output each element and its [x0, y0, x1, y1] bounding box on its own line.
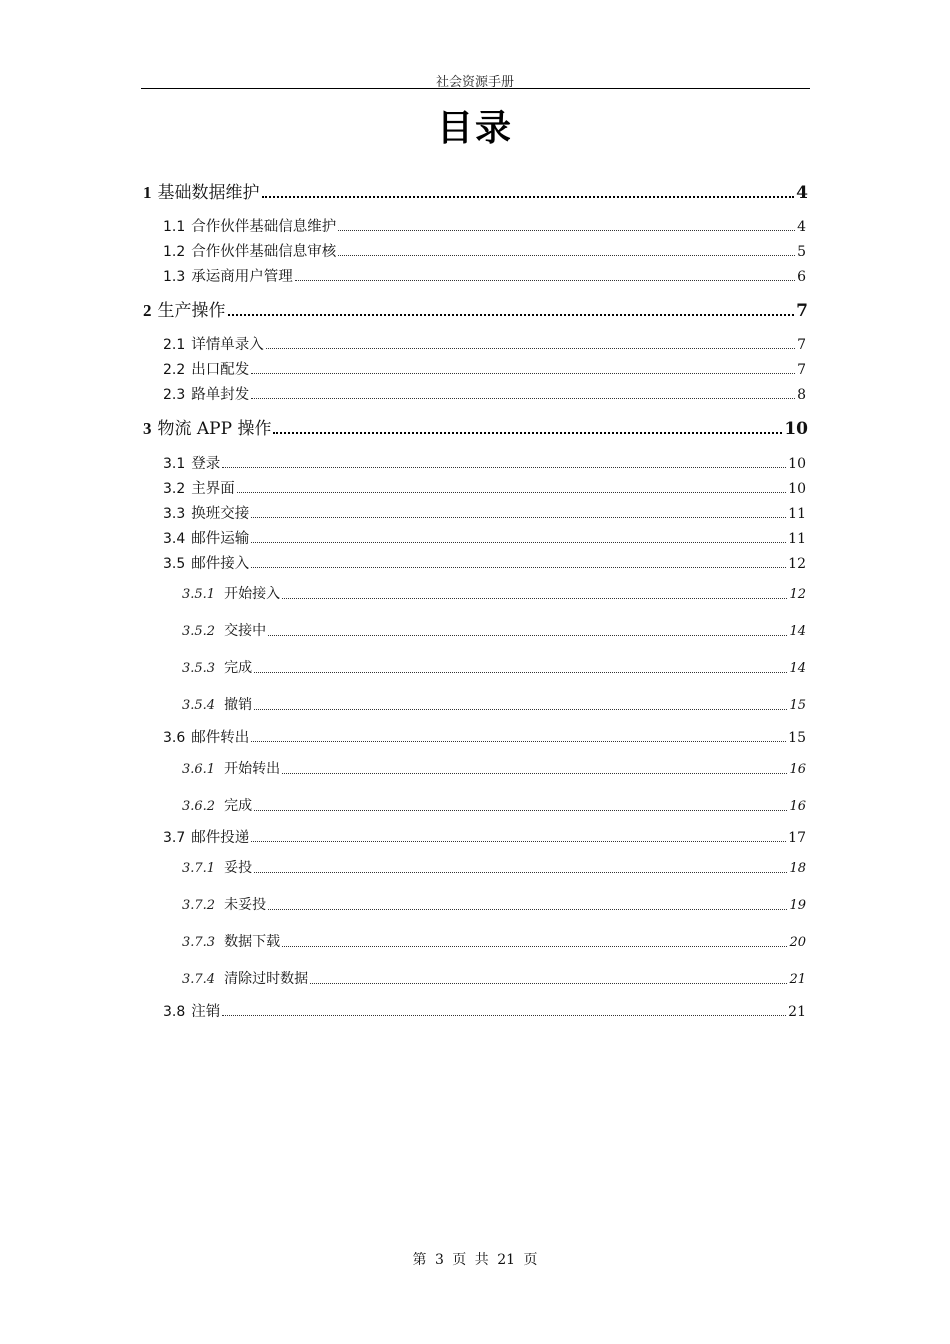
toc-entry-number: 3.3 [163, 506, 186, 522]
toc-dot-leader [282, 946, 787, 947]
toc-entry[interactable] [182, 758, 806, 778]
toc-entry-number: 3.5.1 [182, 587, 216, 602]
toc-entry-number: 3.7.2 [182, 898, 216, 913]
toc-entry-label: 合作伙伴基础信息审核 [191, 244, 337, 260]
toc-entry-page: 7 [796, 301, 808, 321]
toc-entry[interactable] [163, 383, 806, 404]
toc-entry-page: 20 [789, 935, 806, 950]
toc-entry-page: 19 [789, 898, 806, 913]
toc-entry-number: 3.6 [163, 730, 186, 746]
toc-entry-label: 撤销 [224, 697, 253, 713]
toc-entry[interactable] [143, 296, 808, 321]
toc-entry[interactable] [163, 333, 806, 354]
toc-entry-number: 2.1 [163, 337, 186, 353]
toc-entry[interactable] [163, 527, 806, 548]
toc-dot-leader [268, 635, 787, 636]
toc-entry-label: 未妥投 [224, 897, 267, 913]
toc-entry-label: 主界面 [191, 481, 235, 497]
toc-entry[interactable] [163, 215, 806, 236]
toc-entry-number: 2.2 [163, 362, 186, 378]
toc-entry-label: 数据下载 [224, 934, 281, 950]
toc-dot-leader [254, 672, 787, 673]
toc-entry-number: 1.3 [163, 269, 186, 285]
toc-entry-page: 15 [789, 698, 806, 713]
toc-entry[interactable] [163, 1000, 806, 1021]
toc-dot-leader [254, 709, 787, 710]
toc-entry-page: 7 [797, 337, 806, 353]
toc-entry[interactable] [163, 452, 806, 473]
toc-entry[interactable] [163, 826, 806, 847]
toc-entry[interactable] [163, 552, 806, 573]
toc-dot-leader [266, 348, 795, 349]
toc-entry-page: 11 [788, 506, 806, 522]
toc-entry-number: 3.2 [163, 481, 186, 497]
toc-dot-leader [251, 373, 795, 374]
toc-dot-leader [251, 841, 786, 842]
toc-entry-label: 物流 APP 操作 [157, 419, 272, 439]
toc-entry-number: 3.6.2 [182, 799, 216, 814]
toc-entry-number: 3.1 [163, 456, 186, 472]
toc-entry-label: 邮件运输 [191, 531, 250, 547]
toc-entry-number: 3 [143, 419, 152, 438]
toc-dot-leader [295, 280, 795, 281]
toc-entry[interactable] [163, 502, 806, 523]
toc-entry-number: 3.5.3 [182, 661, 216, 676]
toc-entry-label: 承运商用户管理 [191, 269, 293, 285]
toc-entry-number: 3.5 [163, 556, 186, 572]
toc-entry[interactable] [163, 358, 806, 379]
toc-entry-page: 7 [797, 362, 806, 378]
toc-dot-leader [338, 230, 795, 231]
toc-entry-page: 18 [789, 861, 806, 876]
toc-dot-leader [273, 432, 782, 434]
toc-entry-label: 交接中 [224, 623, 267, 639]
toc-title: 目录 [436, 108, 513, 149]
toc-entry-page: 16 [789, 762, 806, 777]
toc-entry-label: 完成 [224, 660, 253, 676]
toc-entry[interactable] [163, 265, 806, 286]
toc-entry-label: 开始转出 [224, 761, 281, 777]
toc-entry[interactable] [182, 894, 806, 914]
toc-entry-number: 3.6.1 [182, 762, 216, 777]
toc-entry-page: 8 [797, 387, 806, 403]
toc-entry[interactable] [143, 414, 808, 439]
toc-entry-page: 10 [788, 456, 806, 472]
toc-entry-label: 邮件投递 [191, 830, 250, 846]
toc-entry-page: 17 [788, 830, 806, 846]
toc-entry-label: 完成 [224, 798, 253, 814]
toc-entry-label: 邮件转出 [191, 730, 250, 746]
toc-dot-leader [228, 314, 795, 316]
toc-entry-label: 详情单录入 [191, 337, 264, 353]
toc-entry-page: 14 [789, 624, 806, 639]
toc-dot-leader [282, 598, 787, 599]
toc-dot-leader [338, 255, 795, 256]
toc-dot-leader [251, 517, 786, 518]
toc-dot-leader [254, 872, 787, 873]
toc-entry[interactable] [182, 931, 806, 951]
toc-entry-number: 3.7.1 [182, 861, 216, 876]
toc-entry-number: 3.7.4 [182, 972, 216, 987]
toc-entry[interactable] [163, 726, 806, 747]
toc-entry[interactable] [163, 477, 806, 498]
toc-entry-label: 开始接入 [224, 586, 281, 602]
toc-entry-label: 合作伙伴基础信息维护 [191, 219, 337, 235]
toc-entry-number: 3.5.2 [182, 624, 216, 639]
toc-entry[interactable] [182, 968, 806, 988]
toc-entry-page: 11 [788, 531, 806, 547]
toc-entry-page: 5 [797, 244, 806, 260]
toc-entry-number: 1 [143, 183, 152, 202]
toc-entry-page: 10 [784, 419, 808, 439]
toc-dot-leader [237, 492, 786, 493]
toc-entry-label: 生产操作 [157, 301, 226, 321]
toc-dot-leader [268, 909, 787, 910]
toc-entry-page: 6 [797, 269, 806, 285]
toc-entry[interactable] [182, 620, 806, 640]
toc-entry-number: 1.1 [163, 219, 186, 235]
toc-entry-label: 注销 [191, 1004, 221, 1020]
toc-dot-leader [282, 773, 787, 774]
toc-entry-label: 换班交接 [191, 506, 250, 522]
toc-entry-label: 登录 [191, 456, 221, 472]
toc-entry-label: 路单封发 [191, 387, 250, 403]
toc-dot-leader [222, 467, 786, 468]
toc-entry-page: 4 [797, 219, 806, 235]
toc-entry-number: 3.5.4 [182, 698, 216, 713]
toc-entry-page: 15 [788, 730, 806, 746]
toc-entry-number: 3.8 [163, 1004, 186, 1020]
toc-entry[interactable] [182, 694, 806, 714]
toc-dot-leader [251, 398, 795, 399]
toc-entry[interactable] [163, 240, 806, 261]
toc-entry-page: 4 [796, 183, 808, 203]
toc-entry-label: 妥投 [224, 860, 253, 876]
toc-entry-number: 3.4 [163, 531, 186, 547]
toc-dot-leader [254, 810, 787, 811]
toc-dot-leader [222, 1015, 786, 1016]
toc-entry-number: 3.7.3 [182, 935, 216, 950]
toc-entry-number: 1.2 [163, 244, 186, 260]
toc-entry[interactable] [182, 583, 806, 603]
toc-entry[interactable] [182, 795, 806, 815]
toc-entry-label: 出口配发 [191, 362, 250, 378]
toc-entry-label: 基础数据维护 [157, 183, 260, 203]
page-footer: 第 3 页 共 21 页 [412, 1252, 538, 1268]
page-header: 社会资源手册 [435, 75, 514, 90]
toc-entry-page: 21 [789, 972, 806, 987]
toc-entry-page: 10 [788, 481, 806, 497]
toc-dot-leader [251, 567, 786, 568]
toc-entry-number: 2.3 [163, 387, 186, 403]
toc-entry-page: 16 [789, 799, 806, 814]
toc-dot-leader [251, 542, 786, 543]
toc-entry[interactable] [182, 657, 806, 677]
toc-entry-number: 3.7 [163, 830, 186, 846]
toc-dot-leader [310, 983, 787, 984]
toc-entry-page: 14 [789, 661, 806, 676]
toc-entry-page: 21 [788, 1004, 806, 1020]
toc-entry-label: 邮件接入 [191, 556, 250, 572]
toc-entry[interactable] [143, 178, 808, 203]
toc-entry-page: 12 [789, 587, 806, 602]
toc-entry-label: 清除过时数据 [224, 971, 309, 987]
toc-entry-page: 12 [788, 556, 806, 572]
toc-dot-leader [251, 741, 786, 742]
toc-entry-number: 2 [143, 301, 152, 320]
toc-entry[interactable] [182, 857, 806, 877]
toc-dot-leader [262, 196, 795, 198]
